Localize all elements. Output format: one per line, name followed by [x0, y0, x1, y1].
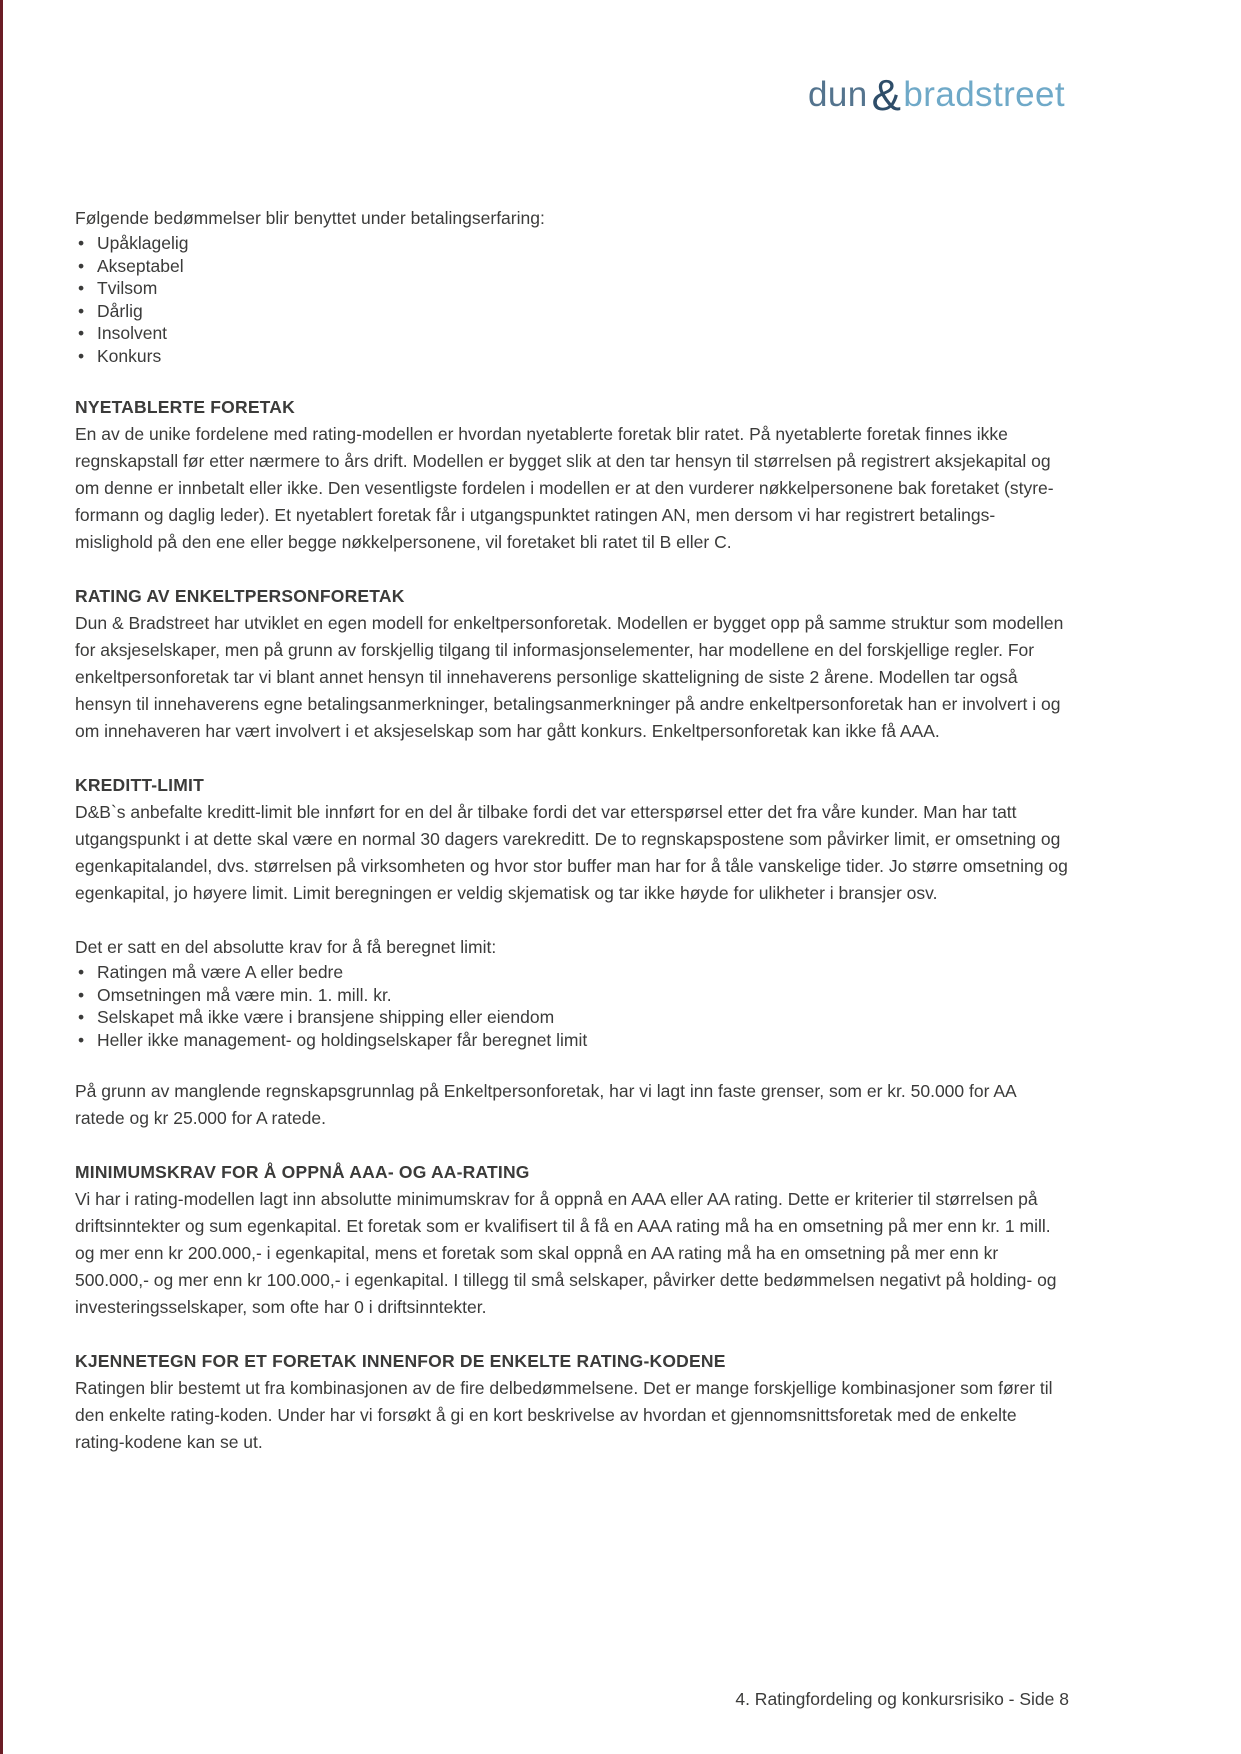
- bullet-item: • Omsetningen må være min. 1. mill. kr.: [75, 984, 1070, 1007]
- bullet-item: • Heller ikke management- og holdingselskaper får beregnet limit: [75, 1029, 1070, 1052]
- lead-text: Det er satt en del absolutte krav for å få beregnet limit:: [75, 937, 497, 957]
- bullet-item: • Akseptabel: [75, 255, 1070, 278]
- bullet-item: • Selskapet må ikke være i bransjene shipping eller eiendom: [75, 1006, 1070, 1029]
- page-footer: 4. Ratingfordeling og konkursrisiko - Side 8: [735, 1689, 1069, 1709]
- bullet-list: [75, 961, 1070, 1051]
- dun-bradstreet-logo: [808, 72, 1065, 119]
- bullet-item: • Tvilsom: [75, 277, 1070, 300]
- logo-text-dun: dun: [808, 75, 868, 114]
- logo-ampersand-icon: &: [871, 71, 902, 120]
- bullet-list: [75, 232, 1070, 367]
- section-heading: RATING AV ENKELTPERSONFORETAK: [75, 586, 405, 606]
- section-heading: NYETABLERTE FORETAK: [75, 397, 295, 417]
- bullet-item: • Upåklagelig: [75, 232, 1070, 255]
- lead-text: Følgende bedømmelser blir benyttet under betalingserfaring:: [75, 208, 545, 228]
- page-left-edge-strip: [0, 0, 3, 1754]
- bullet-item: • Konkurs: [75, 345, 1070, 368]
- paragraph: En av de unike fordelene med rating-modellen er hvordan nyetablerte foretak blir ratet. På nyetablerte foretak finnes ikke regnskapstall før etter nærmere to års drift. Modellen er bygget slik at den tar hensyn til størrelsen på registrert aksjekapital og om denne er innbetalt eller ikke. Den vesentligste fordelen i modellen er at den vurderer nøkkelpersonene bak foretaket (styre- formann og daglig leder). Et nyetablert foretak får i utgangspunktet ratingen AN, men dersom vi har registrert betalings- mislighold på den ene eller begge nøkkelpersonene, vil foretaket bli ratet til B eller C.: [75, 424, 1054, 552]
- section-heading: MINIMUMSKRAV FOR Å OPPNÅ AAA- OG AA-RATING: [75, 1162, 530, 1182]
- logo-text-bradstreet: bradstreet: [903, 75, 1065, 114]
- document-content: [75, 205, 1070, 1456]
- section-heading: KREDITT-LIMIT: [75, 775, 204, 795]
- paragraph: D&B`s anbefalte kreditt-limit ble innført for en del år tilbake fordi det var etterspørsel etter det fra våre kunder. Man har tatt utgangspunkt i at dette skal være en normal 30 dagers varekreditt. De to regnskapspostene som påvirker limit, er omsetning og egenkapitalandel, dvs. størrelsen på virksomheten og hvor stor buffer man har for å tåle vanskelige tider. Jo større omsetning og egenkapital, jo høyere limit. Limit beregningen er veldig skjematisk og tar ikke høyde for ulikheter i bransjer osv.: [75, 802, 1068, 903]
- paragraph: Ratingen blir bestemt ut fra kombinasjonen av de fire delbedømmelsene. Det er mange forskjellige kombinasjoner som fører til den enkelte rating-koden. Under har vi forsøkt å gi en kort beskrivelse av hvordan et gjennomsnittsforetak med de enkelte rating-kodene kan se ut.: [75, 1378, 1053, 1452]
- section-heading: KJENNETEGN FOR ET FORETAK INNENFOR DE ENKELTE RATING-KODENE: [75, 1351, 726, 1371]
- paragraph: Dun & Bradstreet har utviklet en egen modell for enkeltpersonforetak. Modellen er bygget opp på samme struktur som modellen for aksjeselskaper, men på grunn av forskjellig tilgang til informasjonselementer, har modellene en del forskjellige regler. For enkeltpersonforetak tar vi blant annet hensyn til innehaverens personlige skatteligning de siste 2 årene. Modellen tar også hensyn til innehaverens egne betalingsanmerkninger, betalingsanmerkninger på andre enkeltpersonforetak han er involvert i og om innehaveren har vært involvert i et aksjeselskap som har gått konkurs. Enkeltpersonforetak kan ikke få AAA.: [75, 613, 1064, 741]
- bullet-item: • Ratingen må være A eller bedre: [75, 961, 1070, 984]
- bullet-item: • Insolvent: [75, 322, 1070, 345]
- paragraph: Vi har i rating-modellen lagt inn absolutte minimumskrav for å oppnå en AAA eller AA rating. Dette er kriterier til størrelsen på driftsinntekter og sum egenkapital. Et foretak som er kvalifisert til å få en AAA rating må ha en omsetning på mer enn kr. 1 mill. og mer enn kr 200.000,- i egenkapital, mens et foretak som skal oppnå en AA rating må ha en omsetning på mer enn kr 500.000,- og mer enn kr 100.000,- i egenkapital. I tillegg til små selskaper, påvirker dette bedømmelsen negativt på holding- og investeringsselskaper, som ofte har 0 i driftsinntekter.: [75, 1189, 1057, 1317]
- bullet-item: • Dårlig: [75, 300, 1070, 323]
- paragraph: På grunn av manglende regnskapsgrunnlag på Enkeltpersonforetak, har vi lagt inn faste grenser, som er kr. 50.000 for AA ratede og kr 25.000 for A ratede.: [75, 1081, 1016, 1128]
